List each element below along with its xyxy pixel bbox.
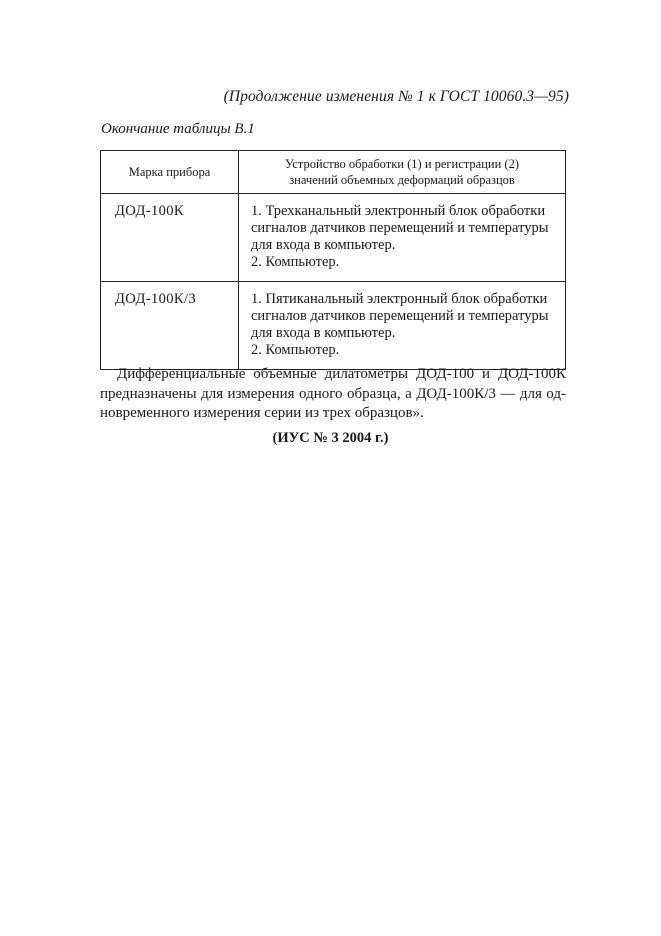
description-line: 2. Компьютер. xyxy=(251,342,340,358)
column-header-device xyxy=(239,151,566,194)
column-header-device-line: значений объемных деформаций образцов xyxy=(289,173,515,187)
column-header-device-line: Устройство обработки (1) и регистрации (2) xyxy=(285,157,519,171)
model-cell: ДОД-100К xyxy=(101,194,239,282)
description-line: 1. Пятиканальный электронный блок обработки xyxy=(251,291,548,307)
source-reference: (ИУС № 3 2004 г.) xyxy=(272,430,389,446)
body-paragraph xyxy=(100,365,566,424)
continuation-header: (Продолжение изменения № 1 к ГОСТ 10060.3—95) xyxy=(223,88,569,105)
table-row xyxy=(101,194,566,282)
table-caption: Окончание таблицы В.1 xyxy=(101,121,255,137)
description-cell xyxy=(239,282,566,370)
paragraph-line: новременного измерения серии из трех образцов». xyxy=(100,405,424,421)
description-cell xyxy=(239,194,566,282)
paragraph-line: предназначены для измерения одного образца, а ДОД-100К/3 — для од- xyxy=(100,385,566,402)
device-table xyxy=(100,150,566,370)
table-header-row xyxy=(101,151,566,194)
description-line: сигналов датчиков перемещений и температуры xyxy=(251,220,549,236)
description-line: 1. Трехканальный электронный блок обработки xyxy=(251,203,546,219)
description-line: для входа в компьютер. xyxy=(251,325,396,341)
paragraph-line: Дифференциальные объемные дилатометры ДОД-100 и ДОД-100К xyxy=(117,366,566,382)
table-row xyxy=(101,282,566,370)
description-line: 2. Компьютер. xyxy=(251,254,340,270)
description-line: для входа в компьютер. xyxy=(251,237,396,253)
column-header-model: Марка прибора xyxy=(101,151,239,194)
model-cell: ДОД-100К/3 xyxy=(101,282,239,370)
description-line: сигналов датчиков перемещений и температуры xyxy=(251,308,549,324)
